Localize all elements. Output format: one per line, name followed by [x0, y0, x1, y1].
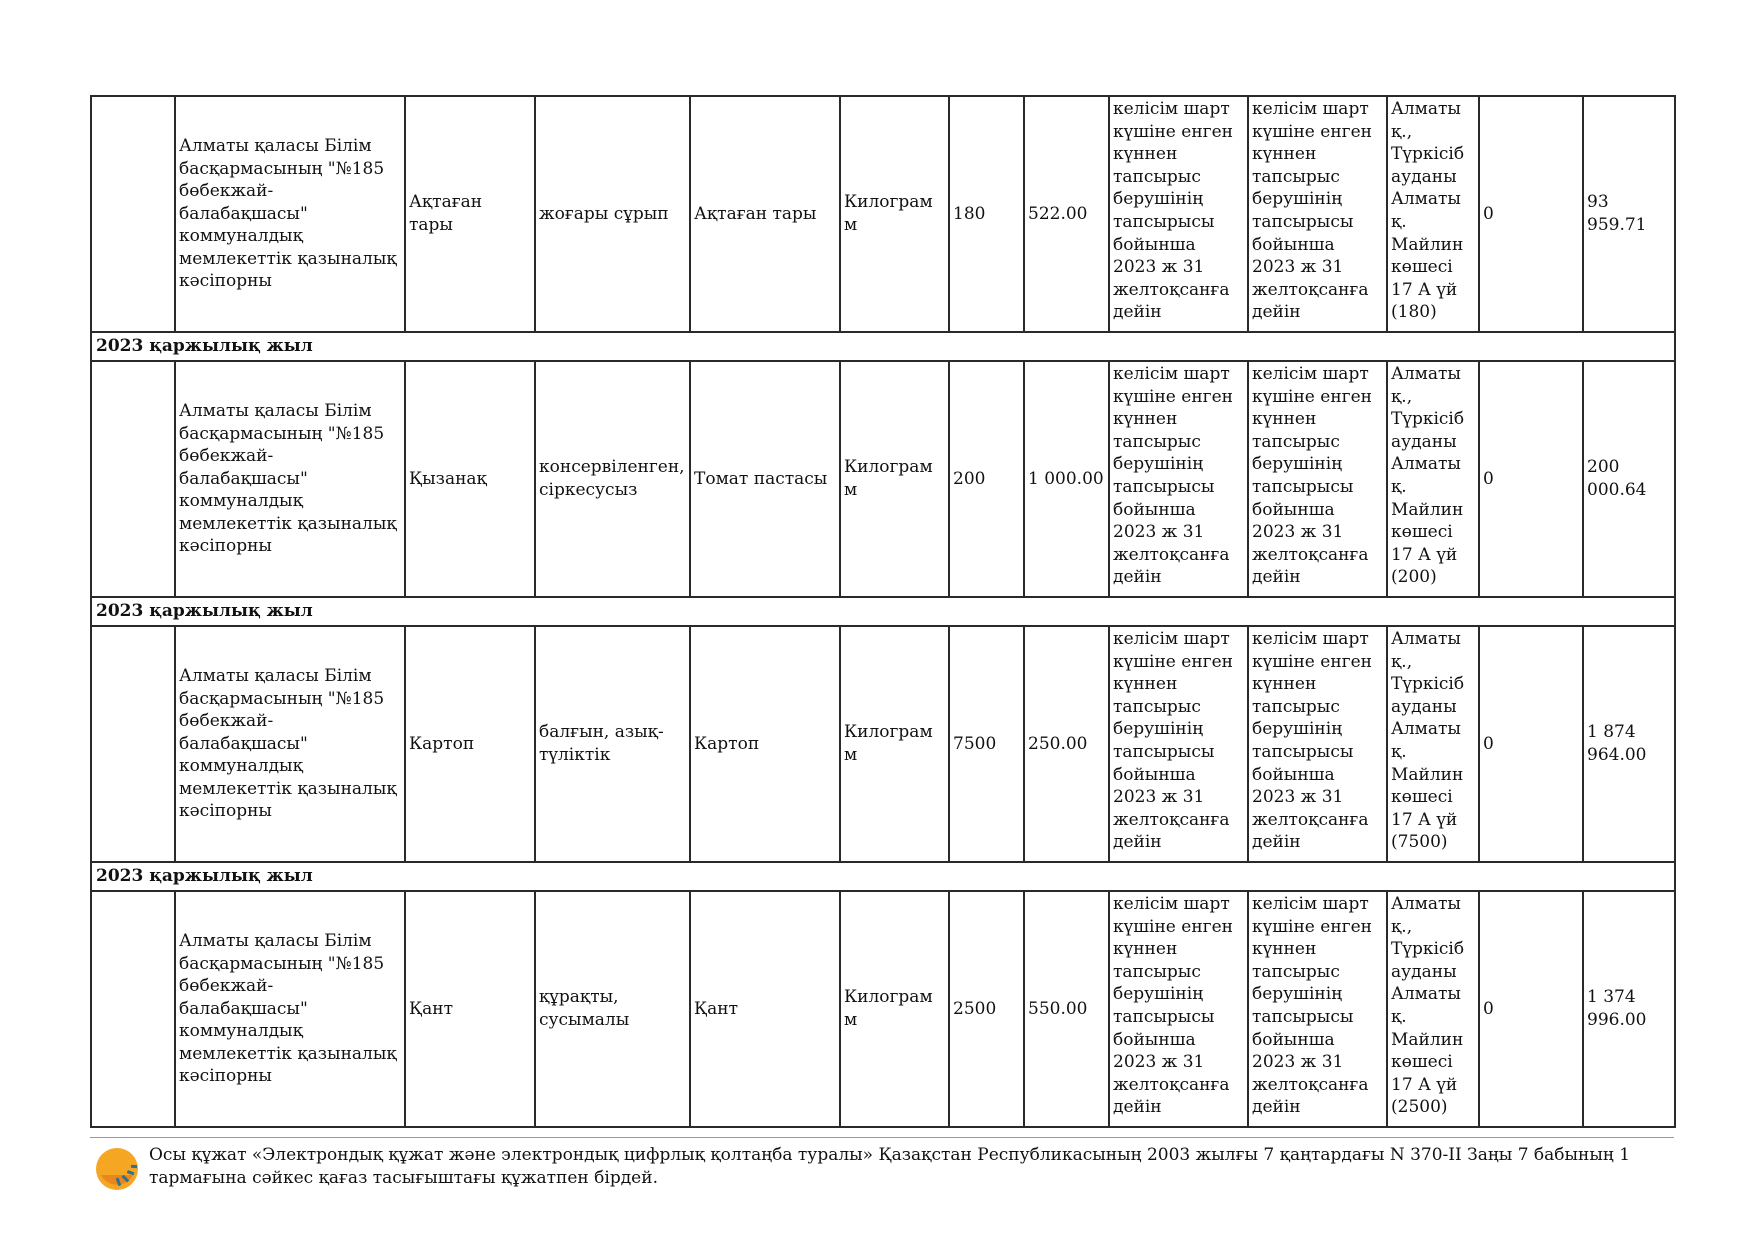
- organizer-cell: Алматы қаласы Білім басқармасының "№185 бөбекжай-балабақшасы" коммуналдық мемлекеттік қазыналық кәсіпорны: [175, 626, 405, 862]
- price-cell: 250.00: [1024, 626, 1109, 862]
- row-index-cell: [91, 626, 175, 862]
- footer-legal-text: Осы құжат «Электрондық құжат және электрондық цифрлық қолтаңба туралы» Қазақстан Республикасының 2003 жылғы 7 қаңтардағы N 370-II Заңы 7 бабының 1 тармағына сәйкес қағаз тасығыштағы құжатпен бірдей.: [149, 1145, 1631, 1188]
- advance-cell: 0: [1479, 96, 1583, 332]
- table-row: [91, 96, 1675, 332]
- unit-cell: Килограмм: [840, 361, 949, 597]
- fiscal-year-label: 2023 қаржылық жыл: [91, 332, 1675, 361]
- delivery-place-cell: Алматы қ., Түркісіб ауданы Алматы қ. Майлин көшесі 17 А үй (7500): [1387, 626, 1479, 862]
- quantity-cell: 7500: [949, 626, 1024, 862]
- term-end-cell: келісім шарт күшіне енген күннен тапсырыс берушінің тапсырысы бойынша 2023 ж 31 желтоқсанға дейін: [1248, 626, 1387, 862]
- advance-cell: 0: [1479, 626, 1583, 862]
- organizer-cell: Алматы қаласы Білім басқармасының "№185 бөбекжай-балабақшасы" коммуналдық мемлекеттік қазыналық кәсіпорны: [175, 96, 405, 332]
- row-index-cell: [91, 96, 175, 332]
- term-start-cell: келісім шарт күшіне енген күннен тапсырыс берушінің тапсырысы бойынша 2023 ж 31 желтоқсанға дейін: [1109, 891, 1248, 1127]
- characteristic-cell: құрақты, сусымалы: [535, 891, 690, 1127]
- characteristic-cell: консервіленген, сіркесусыз: [535, 361, 690, 597]
- organizer-cell: Алматы қаласы Білім басқармасының "№185 бөбекжай-балабақшасы" коммуналдық мемлекеттік қазыналық кәсіпорны: [175, 891, 405, 1127]
- unit-cell: Килограмм: [840, 96, 949, 332]
- term-start-cell: келісім шарт күшіне енген күннен тапсырыс берушінің тапсырысы бойынша 2023 ж 31 желтоқсанға дейін: [1109, 626, 1248, 862]
- advance-cell: 0: [1479, 891, 1583, 1127]
- product-name-cell: Қант: [405, 891, 535, 1127]
- term-end-cell: келісім шарт күшіне енген күннен тапсырыс берушінің тапсырысы бойынша 2023 ж 31 желтоқсанға дейін: [1248, 96, 1387, 332]
- fiscal-year-row: [91, 597, 1675, 626]
- total-cell: 200 000.64: [1583, 361, 1675, 597]
- term-start-cell: келісім шарт күшіне енген күннен тапсырыс берушінің тапсырысы бойынша 2023 ж 31 желтоқсанға дейін: [1109, 96, 1248, 332]
- quantity-cell: 200: [949, 361, 1024, 597]
- fiscal-year-row: [91, 332, 1675, 361]
- price-cell: 1 000.00: [1024, 361, 1109, 597]
- price-cell: 522.00: [1024, 96, 1109, 332]
- product-name-cell: Қызанақ: [405, 361, 535, 597]
- row-index-cell: [91, 891, 175, 1127]
- row-index-cell: [91, 361, 175, 597]
- delivery-place-cell: Алматы қ., Түркісіб ауданы Алматы қ. Майлин көшесі 17 А үй (200): [1387, 361, 1479, 597]
- table-row: [91, 891, 1675, 1127]
- total-cell: 1 874 964.00: [1583, 626, 1675, 862]
- fiscal-year-row: [91, 862, 1675, 891]
- delivery-place-cell: Алматы қ., Түркісіб ауданы Алматы қ. Майлин көшесі 17 А үй (2500): [1387, 891, 1479, 1127]
- table-row: [91, 361, 1675, 597]
- table-row: [91, 626, 1675, 862]
- product-name-cell: Картоп: [405, 626, 535, 862]
- procurement-table: [90, 95, 1676, 1128]
- fiscal-year-label: 2023 қаржылық жыл: [91, 597, 1675, 626]
- description-cell: Картоп: [690, 626, 840, 862]
- total-cell: 93 959.71: [1583, 96, 1675, 332]
- description-cell: Қант: [690, 891, 840, 1127]
- unit-cell: Килограмм: [840, 626, 949, 862]
- price-cell: 550.00: [1024, 891, 1109, 1127]
- quantity-cell: 2500: [949, 891, 1024, 1127]
- total-cell: 1 374 996.00: [1583, 891, 1675, 1127]
- delivery-place-cell: Алматы қ., Түркісіб ауданы Алматы қ. Майлин көшесі 17 А үй (180): [1387, 96, 1479, 332]
- organizer-cell: Алматы қаласы Білім басқармасының "№185 бөбекжай-балабақшасы" коммуналдық мемлекеттік қазыналық кәсіпорны: [175, 361, 405, 597]
- characteristic-cell: жоғары сұрып: [535, 96, 690, 332]
- unit-cell: Килограмм: [840, 891, 949, 1127]
- quantity-cell: 180: [949, 96, 1024, 332]
- table-body: [91, 96, 1675, 1127]
- product-name-cell: Ақтаған тары: [405, 96, 535, 332]
- term-start-cell: келісім шарт күшіне енген күннен тапсырыс берушінің тапсырысы бойынша 2023 ж 31 желтоқсанға дейін: [1109, 361, 1248, 597]
- egov-sun-logo-icon: [93, 1145, 141, 1193]
- characteristic-cell: балғын, азық-түліктік: [535, 626, 690, 862]
- description-cell: Ақтаған тары: [690, 96, 840, 332]
- description-cell: Томат пастасы: [690, 361, 840, 597]
- term-end-cell: келісім шарт күшіне енген күннен тапсырыс берушінің тапсырысы бойынша 2023 ж 31 желтоқсанға дейін: [1248, 361, 1387, 597]
- advance-cell: 0: [1479, 361, 1583, 597]
- term-end-cell: келісім шарт күшіне енген күннен тапсырыс берушінің тапсырысы бойынша 2023 ж 31 желтоқсанға дейін: [1248, 891, 1387, 1127]
- document-footer: [90, 1137, 1674, 1188]
- fiscal-year-label: 2023 қаржылық жыл: [91, 862, 1675, 891]
